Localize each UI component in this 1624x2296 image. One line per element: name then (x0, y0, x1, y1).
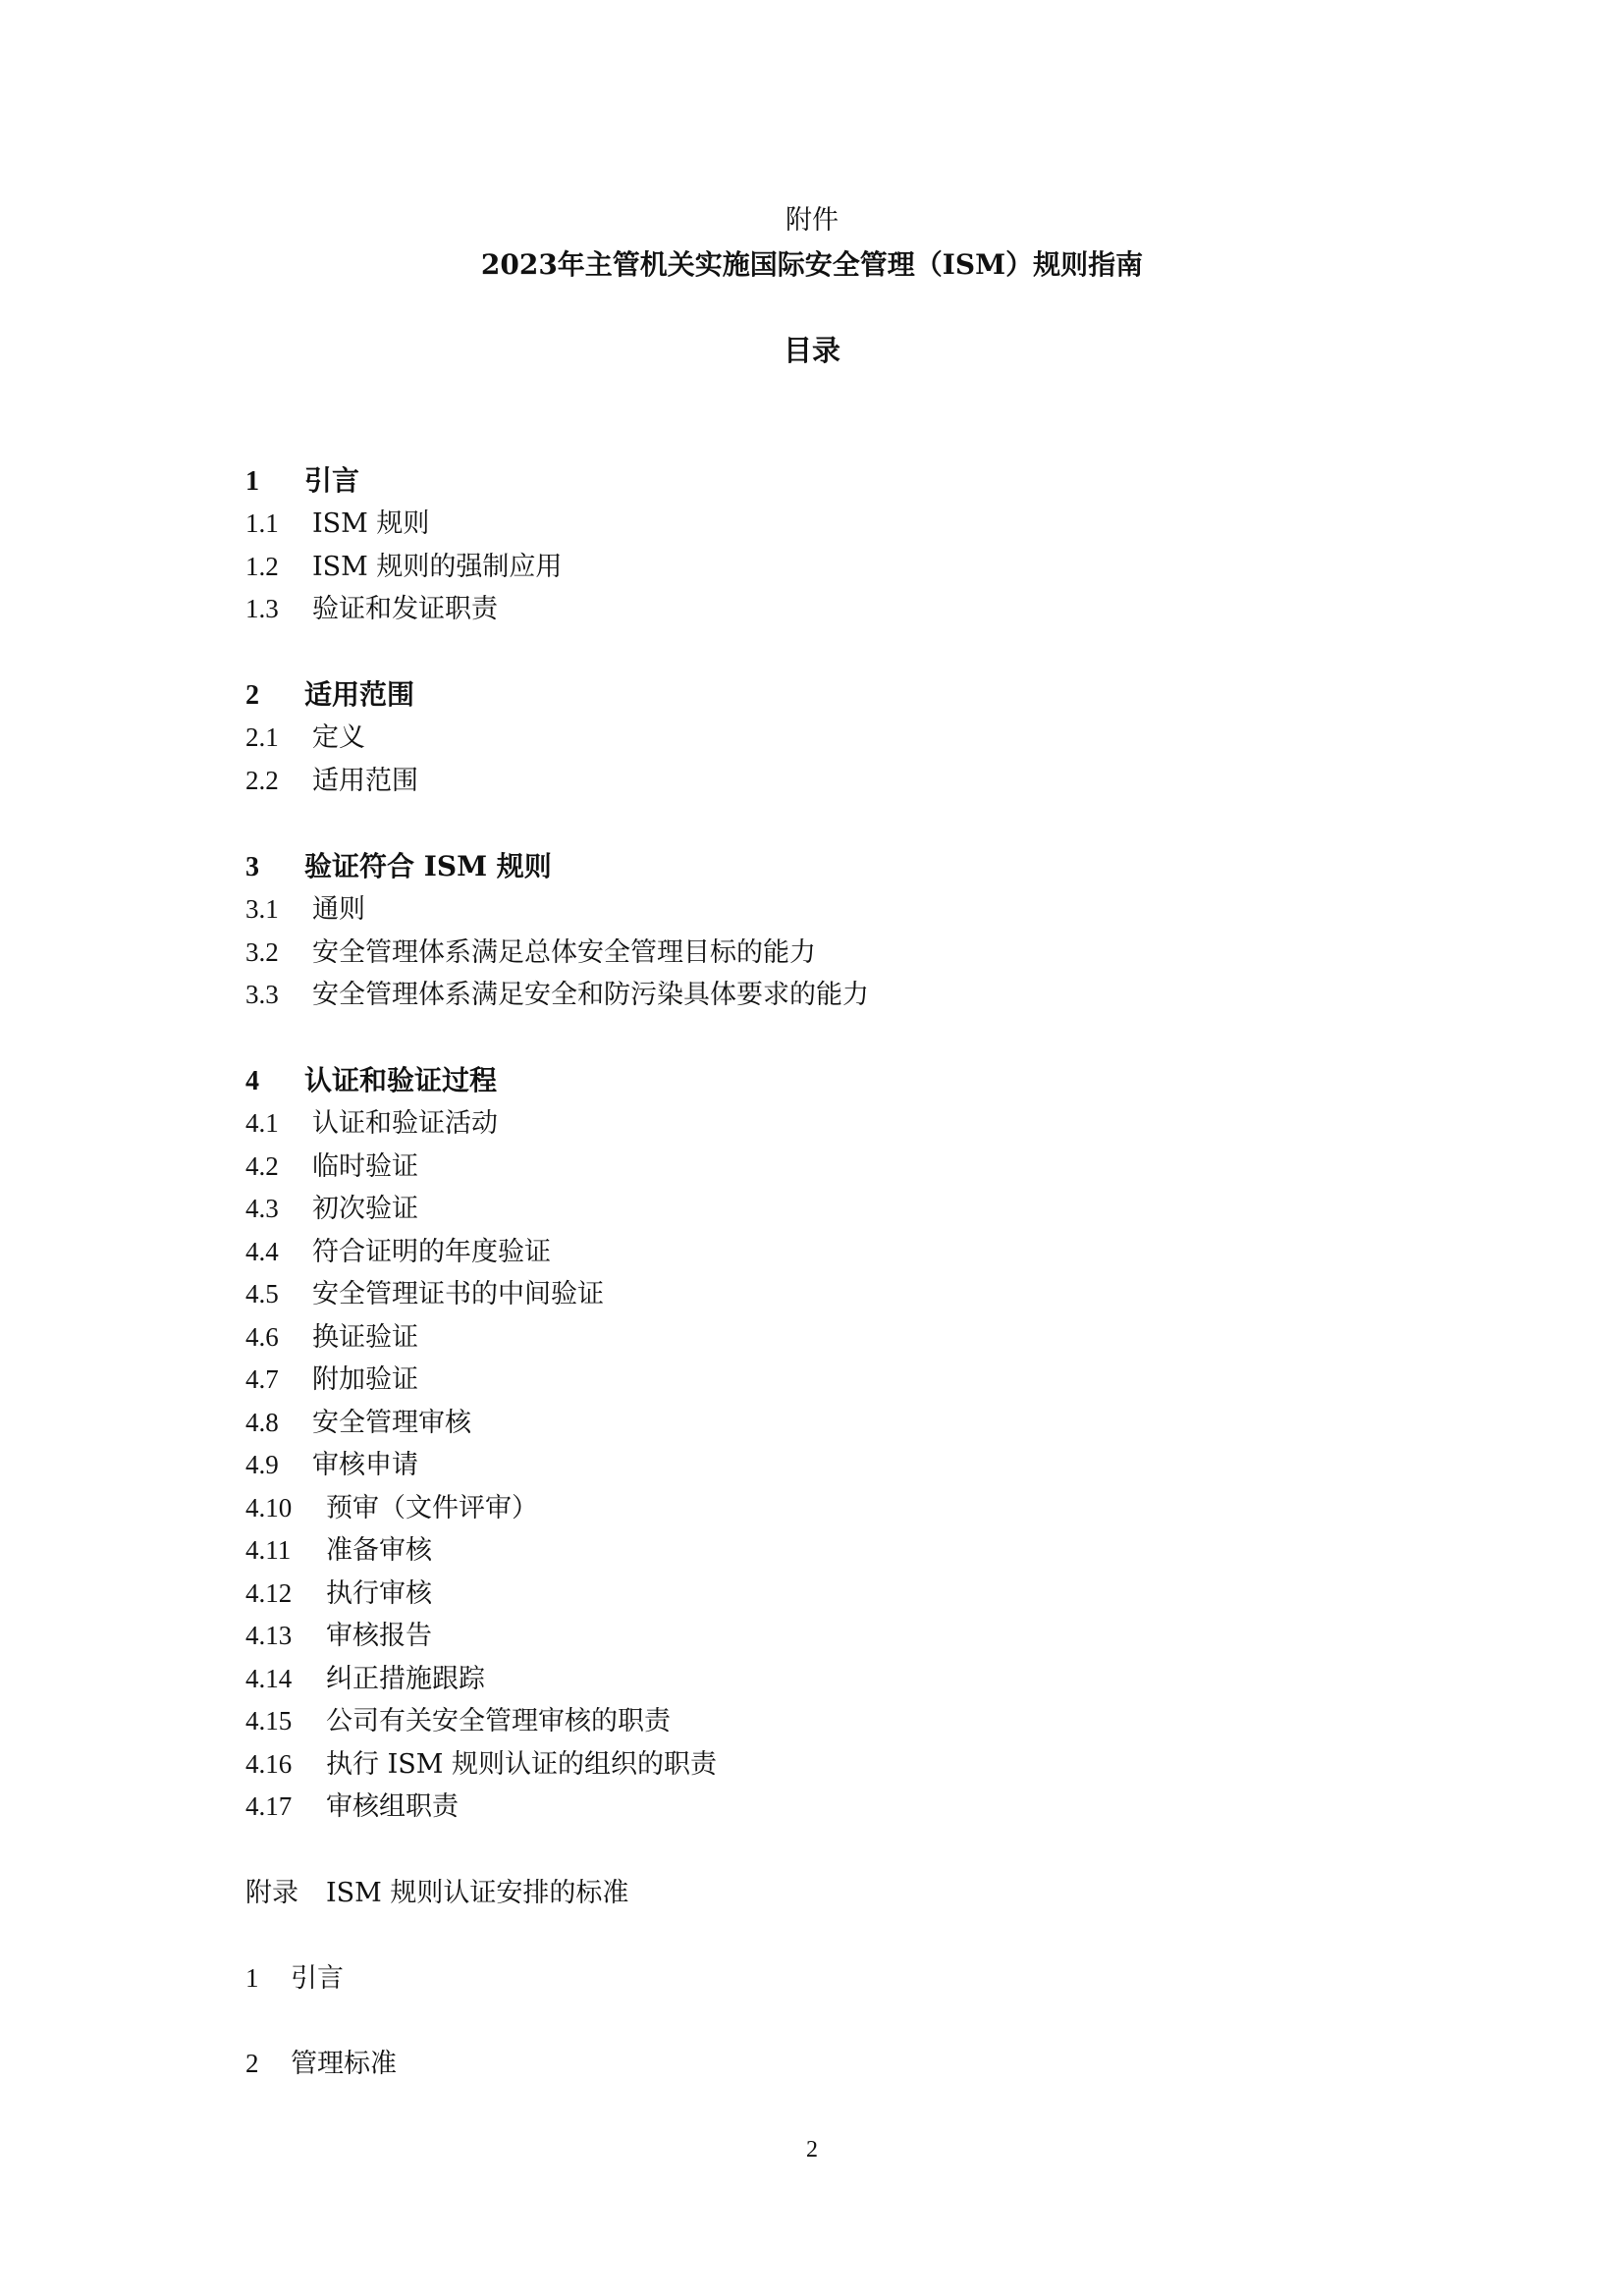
toc-title: 引言 (304, 464, 360, 497)
toc-item-4-2[interactable] (245, 1145, 418, 1183)
toc-title: 换证验证 (312, 1322, 418, 1353)
toc-number: 2.2 (245, 766, 279, 795)
toc-title: 公司有关安全管理审核的职责 (326, 1706, 671, 1736)
toc-number: 4.5 (245, 1279, 279, 1308)
toc-number: 2 (245, 2049, 259, 2078)
toc-item-1-2[interactable] (245, 545, 562, 583)
toc-item-4-9[interactable] (245, 1443, 418, 1481)
toc-title: 认证和验证过程 (304, 1064, 498, 1096)
toc-title: 执行 ISM 规则认证的组织的职责 (326, 1749, 717, 1780)
toc-item-4-6[interactable] (245, 1315, 418, 1354)
toc-number: 4.16 (245, 1749, 293, 1779)
toc-number: 4.4 (245, 1237, 279, 1266)
toc-item-4-7[interactable] (245, 1358, 418, 1396)
toc-title: 适用范围 (304, 678, 415, 711)
toc-title: 准备审核 (326, 1535, 432, 1566)
toc-item-4-1[interactable] (245, 1101, 498, 1140)
toc-appendix-item-2[interactable] (245, 2042, 397, 2080)
toc-item-4-14[interactable] (245, 1657, 485, 1695)
toc-number: 3 (245, 852, 259, 882)
toc-number: 1.3 (245, 594, 279, 623)
toc-item-3-3[interactable] (245, 973, 869, 1011)
toc-item-2-2[interactable] (245, 759, 418, 797)
toc-title: 定义 (312, 722, 365, 753)
toc-title: 执行审核 (326, 1578, 432, 1609)
toc-item-4-12[interactable] (245, 1572, 432, 1610)
toc-item-4-17[interactable] (245, 1785, 459, 1823)
toc-item-3-1[interactable] (245, 887, 365, 926)
toc-title: 安全管理证书的中间验证 (312, 1279, 604, 1309)
toc-appendix[interactable] (245, 1871, 628, 1909)
toc-number: 4.9 (245, 1450, 279, 1479)
toc-title: 附加验证 (312, 1364, 418, 1395)
toc-number: 4.17 (245, 1791, 293, 1821)
toc-number: 1.1 (245, 508, 279, 538)
toc-title: ISM 规则认证安排的标准 (326, 1878, 629, 1908)
toc-item-4-13[interactable] (245, 1614, 432, 1652)
toc-number: 4.2 (245, 1151, 279, 1181)
toc-number: 3.3 (245, 980, 279, 1009)
toc-title: 纠正措施跟踪 (326, 1664, 485, 1694)
toc-title: 临时验证 (312, 1151, 418, 1182)
toc-title: 管理标准 (291, 2049, 397, 2079)
toc-item-2-1[interactable] (245, 716, 365, 754)
toc-section-4[interactable] (245, 1059, 497, 1098)
toc-number: 1 (245, 1963, 259, 1993)
toc-number: 4.6 (245, 1322, 279, 1352)
toc-number: 4.8 (245, 1408, 279, 1437)
annex-label: 附件 (785, 205, 839, 236)
toc-number: 3.2 (245, 937, 279, 967)
toc-appendix-item-1[interactable] (245, 1956, 344, 1995)
page-number: 2 (806, 2137, 818, 2163)
toc-item-4-10[interactable] (245, 1486, 538, 1524)
toc-title: 通则 (312, 894, 365, 925)
toc-number: 2 (245, 680, 259, 711)
toc-section-1[interactable] (245, 459, 359, 499)
toc-item-4-16[interactable] (245, 1742, 717, 1781)
toc-number: 4.10 (245, 1493, 293, 1522)
toc-item-3-2[interactable] (245, 931, 816, 969)
toc-title: 安全管理体系满足安全和防污染具体要求的能力 (312, 980, 869, 1010)
toc-title: 审核报告 (326, 1621, 432, 1651)
toc-title: 审核组职责 (326, 1791, 459, 1822)
toc-title: 审核申请 (312, 1450, 418, 1480)
toc-number: 4.3 (245, 1194, 279, 1223)
toc-number: 4.11 (245, 1535, 292, 1565)
toc-title: 预审（文件评审） (326, 1493, 538, 1523)
toc-item-4-15[interactable] (245, 1699, 671, 1737)
toc-number: 4 (245, 1066, 259, 1096)
toc-item-4-8[interactable] (245, 1401, 471, 1439)
toc-number: 4.12 (245, 1578, 293, 1608)
toc-item-4-11[interactable] (245, 1528, 432, 1567)
toc-title: 验证和发证职责 (312, 594, 498, 624)
document-title: 2023年主管机关实施国际安全管理（ISM）规则指南 (480, 248, 1144, 281)
toc-item-4-3[interactable] (245, 1187, 418, 1225)
toc-section-2[interactable] (245, 673, 414, 713)
toc-title: 安全管理体系满足总体安全管理目标的能力 (312, 937, 816, 968)
toc-item-4-4[interactable] (245, 1230, 551, 1268)
toc-title: 初次验证 (312, 1194, 418, 1224)
toc-title: ISM 规则 (312, 508, 430, 539)
toc-item-4-5[interactable] (245, 1272, 604, 1310)
toc-number: 附录 (245, 1878, 298, 1907)
toc-title: 适用范围 (312, 766, 418, 796)
toc-item-1-3[interactable] (245, 587, 498, 625)
toc-title: 安全管理审核 (312, 1408, 471, 1438)
toc-title: 引言 (291, 1963, 344, 1994)
toc-number: 3.1 (245, 894, 279, 924)
toc-number: 4.7 (245, 1364, 279, 1394)
toc-title: 符合证明的年度验证 (312, 1237, 551, 1267)
toc-number: 2.1 (245, 722, 279, 752)
toc-title: 验证符合 ISM 规则 (304, 850, 552, 882)
toc-title: ISM 规则的强制应用 (312, 552, 563, 582)
toc-number: 4.13 (245, 1621, 293, 1650)
toc-number: 4.15 (245, 1706, 293, 1735)
toc-number: 4.1 (245, 1108, 279, 1138)
toc-item-1-1[interactable] (245, 502, 429, 540)
toc-number: 4.14 (245, 1664, 293, 1693)
toc-number: 1.2 (245, 552, 279, 581)
toc-heading: 目录 (783, 334, 840, 367)
toc-section-3[interactable] (245, 845, 552, 884)
toc-title: 认证和验证活动 (312, 1108, 498, 1139)
toc-number: 1 (245, 466, 259, 497)
